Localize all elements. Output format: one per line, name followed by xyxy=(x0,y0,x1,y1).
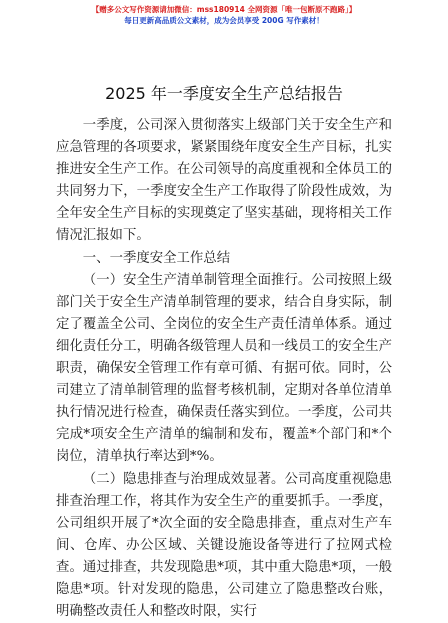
section-paragraph-1: （一）安全生产清单制管理全面推行。公司按照上级部门关于安全生产清单制管理的要求，结合自身实际，制定了覆盖全公司、全岗位的安全生产责任清单体系。通过细化责任分工，明确各级管理人员和一线员工的安全生产职责，确保安全管理工作有章可循、有据可依。同时，公司建立了清单制管理的监督考核机制，定期对各单位清单执行情况进行检查，确保责任落实到位。一季度，公司共完成*项安全生产清单的编制和发布，覆盖*个部门和*个岗位，清单执行率达到*%。 xyxy=(56,270,392,469)
promo-banner-line-1: 【赠多公文写作资源请加微信：mss180914 全网资源「唯一包断原不跑路」】 xyxy=(0,4,448,15)
promo-banner-line-2: 每日更新高品质公文素材，成为会员享受 200G 写作素材！ xyxy=(0,15,448,26)
document-body xyxy=(56,115,392,623)
section-heading: 一、一季度安全工作总结 xyxy=(56,248,392,270)
document-title: 2025 年一季度安全生产总结报告 xyxy=(0,84,448,104)
intro-paragraph: 一季度，公司深入贯彻落实上级部门关于安全生产和应急管理的各项要求，紧紧围绕年度安全生产目标，扎实推进安全生产工作。在公司领导的高度重视和全体员工的共同努力下，一季度安全生产工作取得了阶段性成效，为全年安全生产目标的实现奠定了坚实基础，现将相关工作情况汇报如下。 xyxy=(56,115,392,248)
promo-banner xyxy=(0,4,448,26)
section-paragraph-2: （二）隐患排查与治理成效显著。公司高度重视隐患排查治理工作，将其作为安全生产的重要抓手。一季度，公司组织开展了*次全面的安全隐患排查，重点对生产车间、仓库、办公区域、关键设施设备等进行了拉网式检查。通过排查，共发现隐患*项，其中重大隐患*项，一般隐患*项。针对发现的隐患，公司建立了隐患整改台账，明确整改责任人和整改时限，实行 xyxy=(56,469,392,623)
